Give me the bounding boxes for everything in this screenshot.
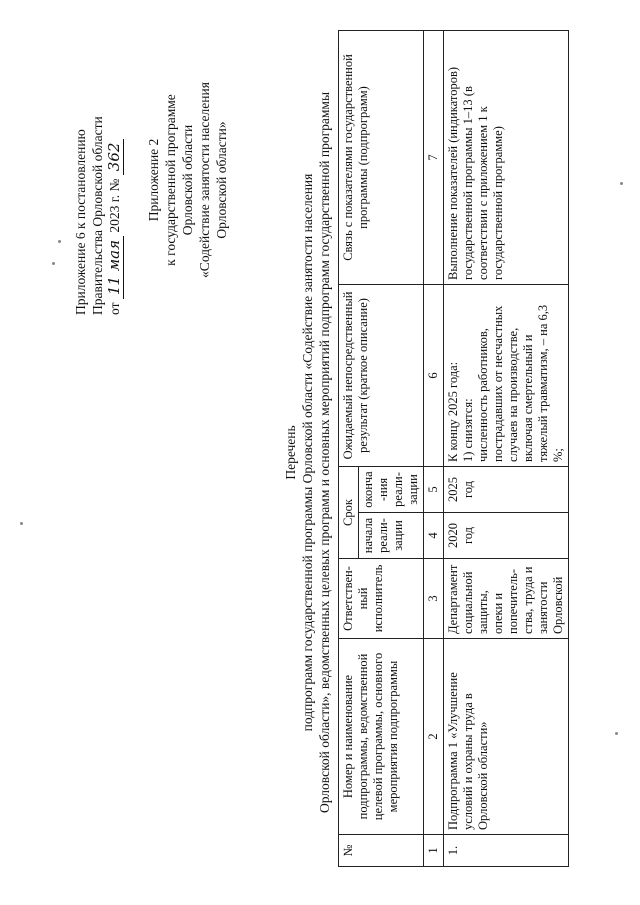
title-line1: Перечень <box>283 425 298 480</box>
result-line2: 1) снизятся: <box>461 398 475 462</box>
header-link: Связь с показателями государственной программы (подпрограмм) <box>339 30 424 284</box>
programs-table <box>338 30 569 867</box>
col-number: 4 <box>424 513 444 559</box>
appendix-2-line3: Орловской области <box>180 124 195 236</box>
header-executor: Ответствен-ный исполнитель <box>339 559 424 639</box>
col-number: 6 <box>424 284 444 466</box>
row-link: Выполнение показателей (индикаторов) государственной программы 1–13 (в соответствии с приложением 1 к государственной программе) <box>444 30 569 284</box>
row-start: 2020 год <box>444 513 569 559</box>
header-term: Срок <box>339 466 359 558</box>
table-row <box>444 30 569 866</box>
header-name: Номер и наименование подпрограммы, ведомственной целевой программы, основного мероприятия подпрограммы <box>339 639 424 835</box>
scan-speck <box>615 732 618 735</box>
header-term-end: оконча-ния реали-зации <box>359 466 424 512</box>
scan-speck <box>58 240 61 243</box>
appendix-2-header <box>145 50 230 310</box>
col-number: 2 <box>424 639 444 835</box>
appendix-2-line2: к государственной программе <box>163 94 178 266</box>
handwritten-date: 11 мая <box>106 236 124 299</box>
row-name: Подпрограмма 1 «Улучшение условий и охраны труда в Орловской области» <box>444 639 569 835</box>
scan-speck <box>620 182 623 185</box>
title-line3: Орловской области», ведомственных целевых программ и основных мероприятий подпрограмм государственной программы <box>317 91 332 814</box>
col-number: 3 <box>424 559 444 639</box>
appendix-2-line1: Приложение 2 <box>146 138 161 222</box>
appendix-6-line2: Правительства Орловской области <box>90 116 105 315</box>
header-term-start: начала реали-зации <box>359 513 424 559</box>
row-num: 1. <box>444 835 569 867</box>
result-line1: К концу 2025 года: <box>446 361 460 462</box>
scan-speck <box>52 262 55 265</box>
col-number: 1 <box>424 835 444 867</box>
result-line3: численность работников, пострадавших от несчастных случаев на производстве, включая смертельный и тяжелый травматизм, – на 6,3 %; <box>476 304 565 462</box>
title-line2: подпрограмм государственной программы Орловской области «Содействие занятости населения <box>300 173 315 732</box>
appendix-6-date <box>106 45 124 315</box>
col-number: 7 <box>424 30 444 284</box>
appendix-2-line5: Орловской области» <box>214 121 229 239</box>
row-end: 2025 год <box>444 466 569 512</box>
handwritten-number: 362 <box>106 139 124 176</box>
row-executor: Департамент социальной защиты, опеки и попечитель-ства, труда и занятости Орловской <box>444 559 569 639</box>
appendix-2-line4: «Содействие занятости населения <box>197 82 212 278</box>
table-header-row <box>339 30 359 866</box>
document-title <box>282 0 333 905</box>
date-suffix: 2023 г. № <box>107 178 122 233</box>
appendix-6-line1: Приложение 6 к постановлению <box>73 129 88 315</box>
col-number: 5 <box>424 466 444 512</box>
scan-speck <box>20 522 23 525</box>
date-prefix: от <box>107 302 122 315</box>
appendix-6-header <box>72 45 124 315</box>
row-result <box>444 284 569 466</box>
column-numbers-row <box>424 30 444 866</box>
header-result: Ожидаемый непосредственный результат (краткое описание) <box>339 284 424 466</box>
header-num: № <box>339 835 424 867</box>
